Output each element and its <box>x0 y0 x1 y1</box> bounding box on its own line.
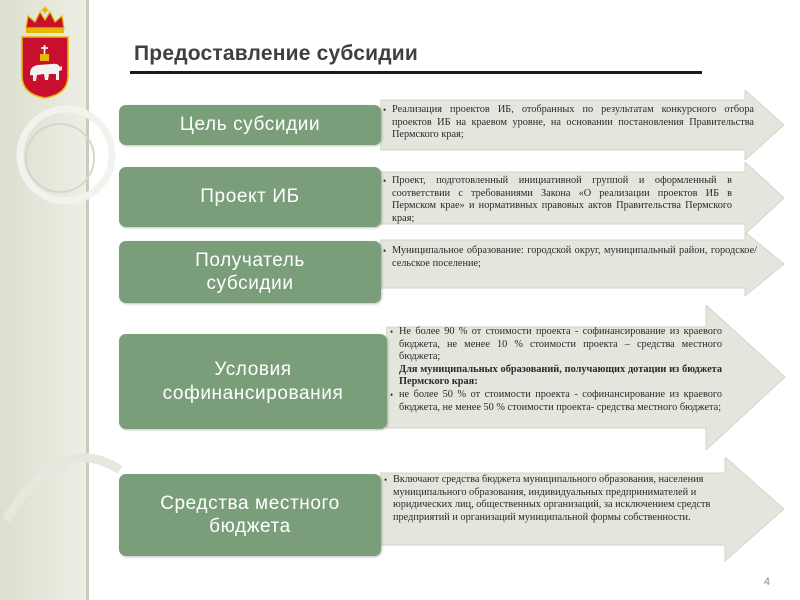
row1-text: Реализация проектов ИБ, отобранных по результатам конкурсного отбора проектов ИБ на краевом уровне, на основании постановления Правительства Пермского края; <box>392 104 754 141</box>
coat-of-arms-logo <box>16 4 74 100</box>
row5-label: Средства местного бюджета <box>160 492 340 537</box>
bullet-icon: • <box>384 475 388 485</box>
title-underline <box>130 71 702 74</box>
row3-label: Получатель субсидии <box>195 249 305 294</box>
bullet-icon: • <box>390 327 394 337</box>
row4-text-1: Не более 90 % от стоимости проекта - софинансирование из краевого бюджета, не менее 10 % стоимости проекта – средства местного бюджета; <box>399 326 722 363</box>
bullet-icon: • <box>383 176 387 186</box>
bullet-icon: • <box>390 389 394 400</box>
row5-description <box>384 474 738 524</box>
page-number: 4 <box>763 576 770 588</box>
row1-description <box>383 104 754 142</box>
row4-text-2: не более 50 % от стоимости проекта - софинансирование из краевого бюджета, не менее 50 % стоимости проекта- средства местного бюджета; <box>399 388 722 413</box>
bullet-icon: • <box>383 105 387 115</box>
row1-label: Цель субсидии <box>179 114 321 136</box>
page-title: Предоставление субсидии <box>134 42 418 65</box>
row5-text: Включают средства бюджета муниципального образования, населения муниципального образования, индивидуальных предпринимателей и юридических лиц, общественных организаций, за исключением средств предприятий и организаций муниципальной формы собственности. <box>393 474 711 523</box>
row2-label: Проект ИБ <box>200 186 300 208</box>
row4-label-box <box>119 334 387 429</box>
row2-description <box>383 175 732 225</box>
row4-description <box>390 326 722 414</box>
row4-label: Условия софинансирования <box>162 359 344 404</box>
row1-label-box <box>119 105 381 145</box>
row5-label-box <box>119 474 381 556</box>
row3-label-box <box>119 241 381 303</box>
row2-text: Проект, подготовленный инициативной группой и оформленный в соответствии с требованиями Закона «О реализации проектов ИБ в Пермском крае» и нормативных правовых актов Правительства Пермского края; <box>392 175 732 224</box>
row2-label-box <box>119 167 381 227</box>
row4-text-bold: Для муниципальных образований, получающих дотации из бюджета Пермского края: <box>399 363 722 388</box>
bullet-icon: • <box>383 246 387 256</box>
row3-text: Муниципальное образование: городской округ, муниципальный район, городское/сельское поселение; <box>392 245 757 269</box>
row3-description <box>383 245 757 270</box>
